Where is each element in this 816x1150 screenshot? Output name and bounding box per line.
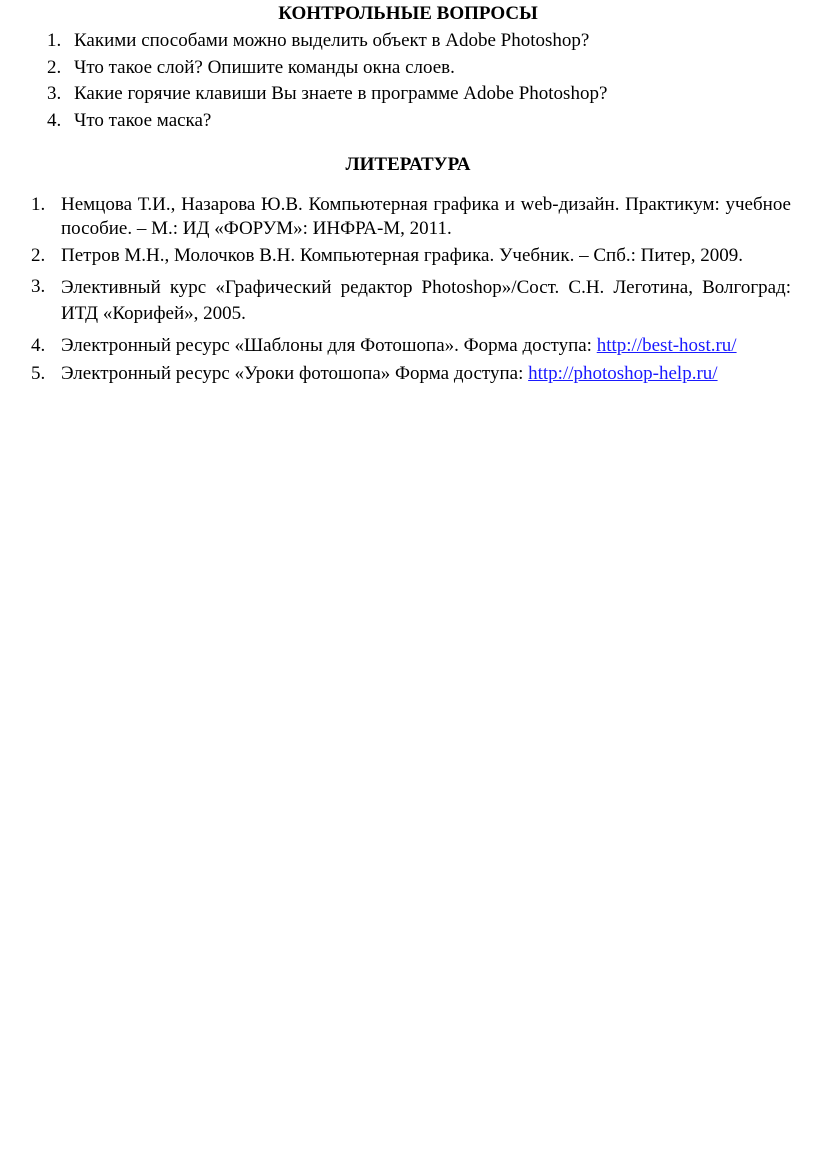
reference-text-body: Электронный ресурс «Шаблоны для Фотошопа». Форма доступа: (61, 335, 597, 356)
question-text: Какими способами можно выделить объект в Adobe Photoshop? (74, 30, 590, 51)
item-number: 3. (31, 276, 46, 297)
item-number: 1. (47, 30, 62, 51)
item-number: 1. (31, 194, 46, 215)
references-list (31, 193, 791, 386)
best-host-link[interactable]: http://best-host.ru/ (596, 335, 737, 356)
reference-text: Петров М.Н., Молочков В.Н. Компьютерная графика. Учебник. – Спб.: Питер, 2009. (61, 245, 744, 266)
reference-text: Элективный курс «Графический редактор Photoshop»/Сост. С.Н. Леготина, Волгоград: ИТД «Корифей», 2005. (61, 277, 791, 324)
item-number: 2. (31, 245, 46, 266)
questions-list (47, 28, 787, 134)
list-item (31, 275, 791, 327)
questions-heading: КОНТРОЛЬНЫЕ ВОПРОСЫ (278, 3, 538, 24)
item-number: 4. (47, 109, 62, 131)
reference-text: Немцова Т.И., Назарова Ю.В. Компьютерная графика и web-дизайн. Практикум: учебное пособие. – М.: ИД «ФОРУМ»: ИНФРА-М, 2011. (61, 194, 791, 239)
list-item (31, 244, 791, 268)
list-item (31, 334, 791, 358)
list-item (47, 108, 787, 135)
question-text: Какие горячие клавиши Вы знаете в программе Adobe Photoshop? (74, 83, 608, 104)
item-number: 2. (47, 56, 62, 78)
list-item (31, 193, 791, 241)
item-number: 5. (31, 363, 46, 384)
list-item (31, 362, 791, 386)
reference-text (61, 362, 791, 386)
list-item (47, 28, 787, 55)
item-number: 4. (31, 335, 46, 356)
list-item (47, 81, 787, 108)
list-item (47, 55, 787, 82)
reference-text-body: Электронный ресурс «Уроки фотошопа» Форма доступа: (61, 363, 529, 384)
literature-heading: ЛИТЕРАТУРА (345, 154, 471, 175)
item-number: 3. (47, 83, 62, 104)
photoshop-help-link[interactable]: http://photoshop-help.ru/ (528, 363, 718, 384)
question-text: Что такое маска? (74, 109, 212, 131)
question-text: Что такое слой? Опишите команды окна слоев. (74, 56, 455, 78)
reference-text (61, 334, 791, 358)
